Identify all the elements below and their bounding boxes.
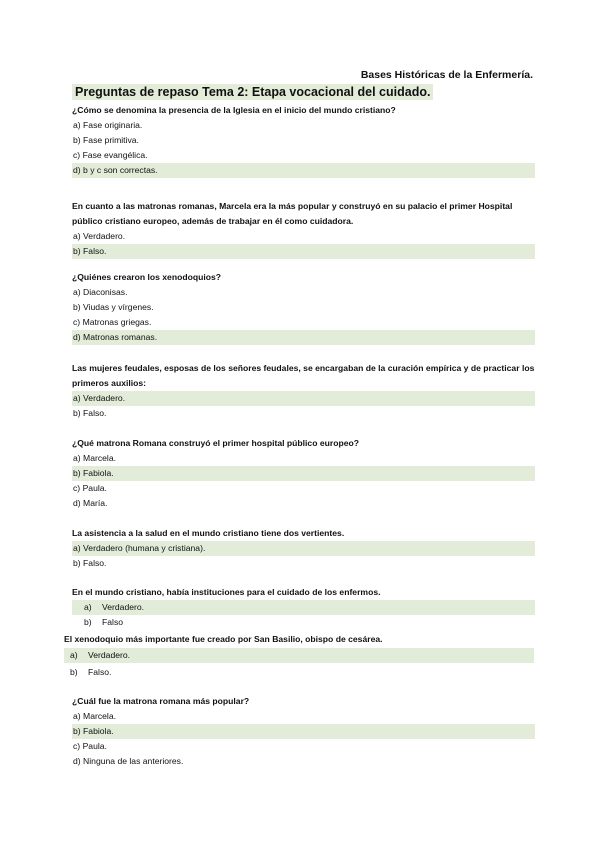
answer-option (72, 406, 535, 421)
option-label: d) (73, 498, 81, 508)
answer-option-correct (72, 330, 535, 345)
option-label: c) (73, 317, 81, 327)
question-text: En el mundo cristiano, había instituciones para el cuidado de los enfermos. (72, 587, 381, 597)
question-block (72, 103, 535, 178)
answer-option-correct (72, 163, 535, 178)
option-label: a) (70, 650, 78, 660)
option-label: b) (70, 667, 78, 677)
option-text: Ninguna de las anteriores. (83, 756, 184, 766)
answer-option (72, 754, 535, 769)
option-label: c) (73, 483, 81, 493)
question-text: El xenodoquio más importante fue creado por San Basilio, obispo de cesárea. (64, 634, 383, 644)
option-text: Verdadero. (88, 650, 131, 660)
answer-option-correct (72, 541, 535, 556)
option-label: b) (73, 558, 81, 568)
option-text: Diaconisas. (83, 287, 128, 297)
question-text: ¿Qué matrona Romana construyó el primer hospital público europeo? (72, 438, 359, 448)
answer-option (72, 496, 535, 511)
option-label: d) (73, 756, 81, 766)
question-block (72, 270, 535, 345)
answer-option (72, 315, 535, 330)
question-text: Las mujeres feudales, esposas de los señores feudales, se encargaban de la curación empírica y de practicar los primeros auxilios: (72, 363, 535, 388)
option-text: Fabiola. (83, 726, 114, 736)
question-text: ¿Cómo se denomina la presencia de la Iglesia en el inicio del mundo cristiano? (72, 105, 396, 115)
option-label: a) (73, 393, 81, 403)
option-text: Verdadero. (83, 393, 126, 403)
answer-option-correct (72, 391, 535, 406)
option-text: Fase originaria. (83, 120, 143, 130)
question-text: La asistencia a la salud en el mundo cristiano tiene dos vertientes. (72, 528, 345, 538)
option-text: Paula. (82, 741, 107, 751)
answer-option (72, 709, 535, 724)
question-text: ¿Quiénes crearon los xenodoquios? (72, 272, 221, 282)
question-block (64, 632, 534, 680)
option-text: b y c son correctas. (83, 165, 158, 175)
option-label: a) (73, 120, 81, 130)
option-label: c) (73, 741, 81, 751)
answer-option-correct (64, 648, 534, 663)
option-label: b) (73, 302, 81, 312)
option-text: Verdadero. (83, 231, 126, 241)
document-header: Bases Históricas de la Enfermería. (360, 69, 533, 81)
option-text: Falso (102, 617, 124, 627)
option-label: a) (73, 453, 81, 463)
option-label: d) (73, 165, 81, 175)
answer-option (72, 300, 535, 315)
option-label: a) (73, 231, 81, 241)
option-text: Viudas y vírgenes. (83, 302, 154, 312)
answer-option (72, 118, 535, 133)
question-text: ¿Cuál fue la matrona romana más popular? (72, 696, 250, 706)
option-text: Marcela. (83, 711, 116, 721)
option-text: Falso. (88, 667, 112, 677)
question-block (72, 436, 535, 511)
answer-option-correct (72, 724, 535, 739)
question-block (72, 585, 535, 630)
answer-option (72, 451, 535, 466)
option-label: b) (73, 468, 81, 478)
answer-option (72, 739, 535, 754)
answer-option (72, 133, 535, 148)
option-label: a) (73, 287, 81, 297)
answer-option (64, 665, 534, 680)
answer-option-correct (72, 244, 535, 259)
option-text: Fabiola. (83, 468, 114, 478)
answer-option (72, 556, 535, 571)
option-text: Matronas romanas. (83, 332, 158, 342)
question-block (72, 199, 535, 259)
option-text: Marcela. (83, 453, 116, 463)
option-label: b) (73, 135, 81, 145)
answer-option-correct (72, 600, 535, 615)
option-label: b) (73, 408, 81, 418)
answer-option-correct (72, 466, 535, 481)
question-block (72, 361, 535, 421)
answer-option (72, 229, 535, 244)
option-text: María. (83, 498, 108, 508)
option-label: b) (73, 246, 81, 256)
option-text: Falso. (83, 246, 107, 256)
option-label: b) (73, 726, 81, 736)
option-text: Matronas griegas. (82, 317, 152, 327)
option-text: Verdadero. (102, 602, 145, 612)
option-text: Fase primitiva. (83, 135, 139, 145)
question-block (72, 526, 535, 571)
option-text: Falso. (83, 558, 107, 568)
option-label: d) (73, 332, 81, 342)
page-title: Preguntas de repaso Tema 2: Etapa vocacional del cuidado. (72, 84, 433, 100)
option-text: Falso. (83, 408, 107, 418)
answer-option (72, 615, 535, 630)
question-text: En cuanto a las matronas romanas, Marcela era la más popular y construyó en su palacio el primer Hospital público cristiano europeo, además de trabajar en él como cuidadora. (72, 201, 513, 226)
question-block (72, 694, 535, 769)
answer-option (72, 481, 535, 496)
answer-option (72, 148, 535, 163)
option-text: Fase evangélica. (82, 150, 148, 160)
option-text: Paula. (82, 483, 107, 493)
option-label: a) (73, 711, 81, 721)
option-label: c) (73, 150, 81, 160)
option-label: b) (84, 617, 92, 627)
option-label: a) (73, 543, 81, 553)
option-label: a) (84, 602, 92, 612)
answer-option (72, 285, 535, 300)
option-text: Verdadero (humana y cristiana). (83, 543, 206, 553)
